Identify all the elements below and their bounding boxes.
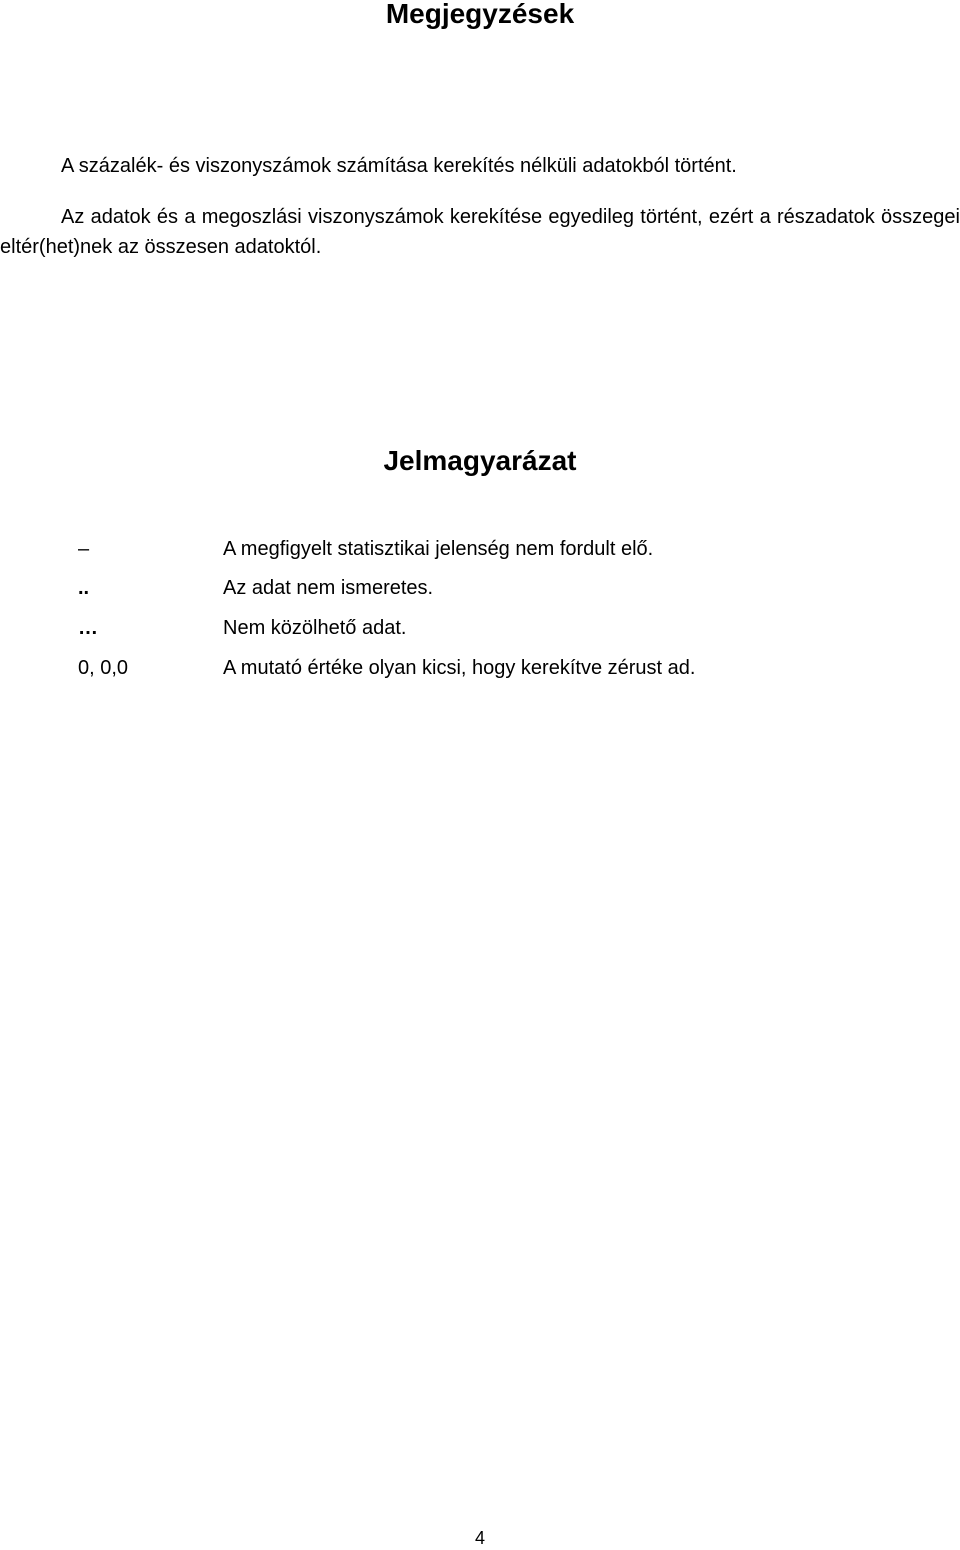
note-paragraph-totals: Az adatok és a megoszlási viszonyszámok kerekítése egyedileg történt, ezért a részadatok összegei eltér(het)nek az összesen adatoktól. [0, 206, 960, 258]
legend-description: A mutató értéke olyan kicsi, hogy kerekítve zérust ad. [223, 657, 696, 679]
legend-symbol: 0, 0,0 [78, 657, 129, 679]
legend-description: A megfigyelt statisztikai jelenség nem fordult elő. [223, 538, 654, 560]
legend-symbol: … [78, 617, 98, 639]
notes-title: Megjegyzések [385, 0, 575, 29]
legend-item-ellipsis [0, 613, 960, 643]
legend-item-two-dots [0, 573, 960, 603]
legend-item-zero [0, 653, 960, 683]
legend-symbol: – [78, 538, 90, 560]
page-number: 4 [474, 1528, 485, 1548]
legend-title: Jelmagyarázat [383, 445, 577, 476]
legend-item-dash [0, 534, 960, 564]
legend-description: Az adat nem ismeretes. [223, 577, 434, 599]
legend-description: Nem közölhető adat. [223, 617, 407, 639]
note-paragraph-rounding: A százalék- és viszonyszámok számítása kerekítés nélküli adatokból történt. [61, 155, 737, 177]
legend-symbol: .. [78, 577, 90, 599]
